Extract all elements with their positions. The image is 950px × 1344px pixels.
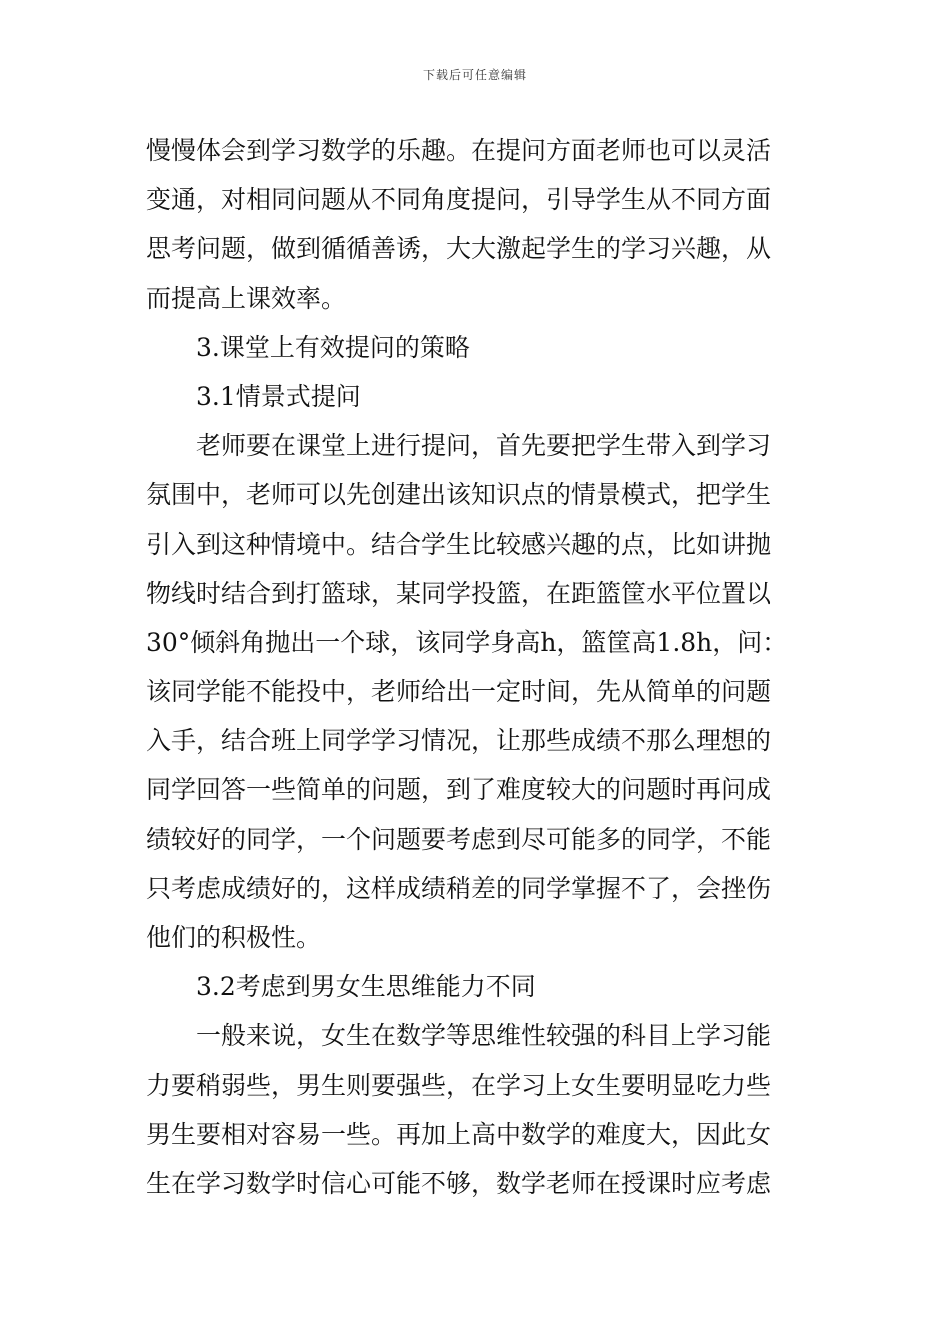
text-line: 他们的积极性。 (146, 923, 322, 952)
paragraph-start-line: 一般来说，女生在数学等思维性较强的科目上学习能 (196, 1021, 772, 1051)
text-line: 物线时结合到打篮球，某同学投篮，在距篮筐水平位置以 (146, 578, 772, 608)
text-line: 绩较好的同学，一个问题要考虑到尽可能多的同学，不能 (146, 824, 772, 854)
text-line: 思考问题，做到循循善诱，大大激起学生的学习兴趣，从 (146, 234, 772, 264)
paragraph-start-line: 老师要在课堂上进行提问，首先要把学生带入到学习 (196, 431, 772, 461)
subsection-heading: 3.1情景式提问 (196, 381, 361, 411)
text-line: 力要稍弱些，男生则要强些，在学习上女生要明显吃力些 (146, 1070, 772, 1100)
document-body (146, 126, 806, 1208)
text-line: 只考虑成绩好的，这样成绩稍差的同学掌握不了，会挫伤 (146, 873, 772, 903)
text-line: 而提高上课效率。 (146, 283, 347, 313)
text-line: 入手，结合班上同学学习情况，让那些成绩不那么理想的 (146, 726, 772, 756)
text-line: 30°倾斜角抛出一个球，该同学身高h，篮筐高1.8h，问： (146, 627, 788, 657)
text-line: 变通，对相同问题从不同角度提问，引导学生从不同方面 (146, 185, 772, 215)
text-line: 引入到这种情境中。结合学生比较感兴趣的点，比如讲抛 (146, 529, 772, 559)
text-line: 慢慢体会到学习数学的乐趣。在提问方面老师也可以灵活 (146, 136, 772, 165)
text-line: 生在学习数学时信心可能不够，数学老师在授课时应考虑 (146, 1168, 772, 1198)
subsection-heading: 3.2考虑到男女生思维能力不同 (196, 972, 536, 1002)
text-line: 男生要相对容易一些。再加上高中数学的难度大，因此女 (146, 1119, 772, 1149)
section-heading: 3.课堂上有效提问的策略 (196, 332, 470, 362)
text-line: 该同学能不能投中，老师给出一定时间，先从简单的问题 (146, 677, 772, 707)
page-header: 下载后可任意编辑 (422, 68, 527, 82)
text-line: 同学回答一些简单的问题，到了难度较大的问题时再问成 (146, 775, 772, 805)
text-line: 氛围中，老师可以先创建出该知识点的情景模式，把学生 (146, 480, 772, 510)
